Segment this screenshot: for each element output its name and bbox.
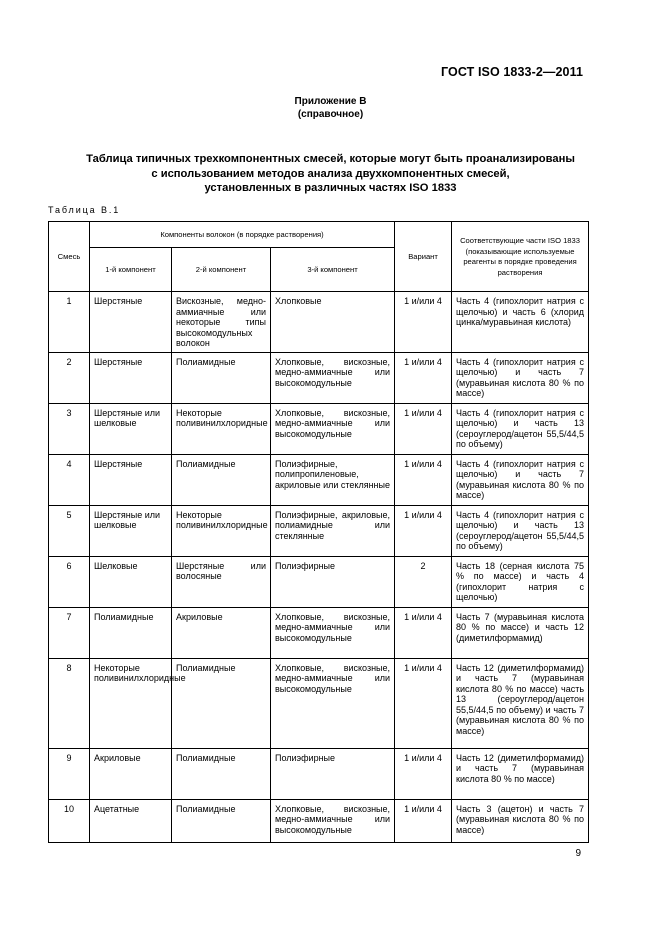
table-row	[49, 403, 589, 454]
header-comp2: 2-й компонент	[172, 248, 271, 292]
table-title-line-2: с использованием методов анализа двухкомпонентных смесей,	[151, 167, 510, 180]
cell-parts: Часть 3 (ацетон) и часть 7 (муравьиная кислота 80 % по массе)	[452, 799, 589, 842]
cell-component-1: Шерстяные	[90, 454, 172, 505]
cell-variant: 2	[395, 556, 452, 607]
cell-parts: Часть 12 (диметилформамид) и часть 7 (муравьиная кислота 80 % по массе)	[452, 748, 589, 799]
cell-mix-number: 7	[49, 607, 90, 658]
table-row	[49, 799, 589, 842]
cell-parts: Часть 12 (диметилформамид) и часть 7 (муравьиная кислота 80 % по массе) часть 13 (сероуглерод/ацетон 55,5/44,5 по объему) и часть 7 (муравьиная кислота 80 % по массе)	[452, 658, 589, 748]
header-comp3: 3-й компонент	[271, 248, 395, 292]
cell-component-1: Полиамидные	[90, 607, 172, 658]
cell-component-1: Некоторые поливинилхлоридные	[90, 658, 172, 748]
cell-component-2: Полиамидные	[172, 658, 271, 748]
cell-component-2: Полиамидные	[172, 352, 271, 403]
cell-mix-number: 4	[49, 454, 90, 505]
cell-parts: Часть 4 (гипохлорит натрия с щелочью) и часть 6 (хлорид цинка/муравьиная кислота)	[452, 292, 589, 353]
mixtures-table	[48, 221, 589, 843]
cell-component-1: Ацетатные	[90, 799, 172, 842]
cell-variant: 1 и/или 4	[395, 607, 452, 658]
header-parts: Соответствующие части ISO 1833 (показывающие используемые реагенты в порядке проведения растворения	[452, 222, 589, 292]
cell-component-3: Хлопковые, вискозные, медно-аммиачные или высокомодульные	[271, 799, 395, 842]
table-label: Таблица В.1	[48, 205, 121, 215]
cell-parts: Часть 7 (муравьиная кислота 80 % по массе) и часть 12 (диметилформамид)	[452, 607, 589, 658]
cell-variant: 1 и/или 4	[395, 505, 452, 556]
cell-parts: Часть 18 (серная кислота 75 % по массе) и часть 4 (гипохлорит натрия с щелочью)	[452, 556, 589, 607]
cell-mix-number: 8	[49, 658, 90, 748]
cell-component-3: Хлопковые, вискозные, медно-аммиачные или высокомодульные	[271, 658, 395, 748]
annex-title: Приложение В	[294, 96, 367, 107]
cell-component-2: Шерстяные или волосяные	[172, 556, 271, 607]
cell-component-3: Полиэфирные	[271, 556, 395, 607]
cell-component-1: Шерстяные или шелковые	[90, 505, 172, 556]
table-title-line-3: установленных в различных частях ISO 1833	[204, 182, 457, 194]
cell-variant: 1 и/или 4	[395, 748, 452, 799]
table-row	[49, 505, 589, 556]
header-components: Компоненты волокон (в порядке растворения)	[90, 222, 395, 248]
table-row	[49, 352, 589, 403]
cell-parts: Часть 4 (гипохлорит натрия с щелочью) и часть 13 (сероуглерод/ацетон 55,5/44,5 по объему)	[452, 403, 589, 454]
cell-parts: Часть 4 (гипохлорит натрия с щелочью) и часть 13 (сероуглерод/ацетон 55,5/44,5 по объему)	[452, 505, 589, 556]
annex-note: (справочное)	[297, 109, 364, 120]
cell-component-3: Полиэфирные, полипропиленовые, акриловые или стеклянные	[271, 454, 395, 505]
header-variant: Вариант	[395, 222, 452, 292]
table-row	[49, 658, 589, 748]
cell-variant: 1 и/или 4	[395, 352, 452, 403]
table-title-line-1: Таблица типичных трехкомпонентных смесей, которые могут быть проанализированы	[86, 153, 575, 165]
header-mix: Смесь	[49, 222, 90, 292]
cell-component-1: Акриловые	[90, 748, 172, 799]
cell-variant: 1 и/или 4	[395, 292, 452, 353]
cell-mix-number: 10	[49, 799, 90, 842]
table-row	[49, 454, 589, 505]
cell-component-2: Вискозные, медно-аммиачные или некоторые типы высокомодульных волокон	[172, 292, 271, 353]
cell-component-1: Шерстяные или шелковые	[90, 403, 172, 454]
table-row	[49, 556, 589, 607]
cell-component-1: Шелковые	[90, 556, 172, 607]
cell-variant: 1 и/или 4	[395, 403, 452, 454]
cell-component-3: Хлопковые, вискозные, медно-аммиачные или высокомодульные	[271, 352, 395, 403]
header-comp1: 1-й компонент	[90, 248, 172, 292]
cell-component-3: Полиэфирные, акриловые, полиамидные или стеклянные	[271, 505, 395, 556]
cell-parts: Часть 4 (гипохлорит натрия с щелочью) и часть 7 (муравьиная кислота 80 % по массе)	[452, 454, 589, 505]
annex-heading	[0, 95, 661, 121]
cell-mix-number: 1	[49, 292, 90, 353]
cell-variant: 1 и/или 4	[395, 799, 452, 842]
document-code: ГОСТ ISO 1833-2—2011	[440, 65, 583, 79]
cell-component-2: Полиамидные	[172, 748, 271, 799]
cell-component-3: Хлопковые, вискозные, медно-аммиачные или высокомодульные	[271, 607, 395, 658]
cell-mix-number: 6	[49, 556, 90, 607]
cell-component-2: Некоторые поливинилхлоридные	[172, 505, 271, 556]
cell-component-1: Шерстяные	[90, 292, 172, 353]
cell-mix-number: 5	[49, 505, 90, 556]
cell-mix-number: 9	[49, 748, 90, 799]
page-number: 9	[575, 848, 581, 859]
cell-variant: 1 и/или 4	[395, 454, 452, 505]
table-row	[49, 748, 589, 799]
table-row	[49, 292, 589, 353]
cell-component-2: Полиамидные	[172, 454, 271, 505]
cell-component-3: Полиэфирные	[271, 748, 395, 799]
cell-component-1: Шерстяные	[90, 352, 172, 403]
cell-component-2: Акриловые	[172, 607, 271, 658]
cell-component-2: Полиамидные	[172, 799, 271, 842]
cell-mix-number: 2	[49, 352, 90, 403]
cell-component-3: Хлопковые, вискозные, медно-аммиачные или высокомодульные	[271, 403, 395, 454]
table-row	[49, 607, 589, 658]
cell-variant: 1 и/или 4	[395, 658, 452, 748]
cell-component-2: Некоторые поливинилхлоридные	[172, 403, 271, 454]
cell-mix-number: 3	[49, 403, 90, 454]
table-title	[40, 152, 621, 196]
cell-component-3: Хлопковые	[271, 292, 395, 353]
cell-parts: Часть 4 (гипохлорит натрия с щелочью) и часть 7 (муравьиная кислота 80 % по массе)	[452, 352, 589, 403]
